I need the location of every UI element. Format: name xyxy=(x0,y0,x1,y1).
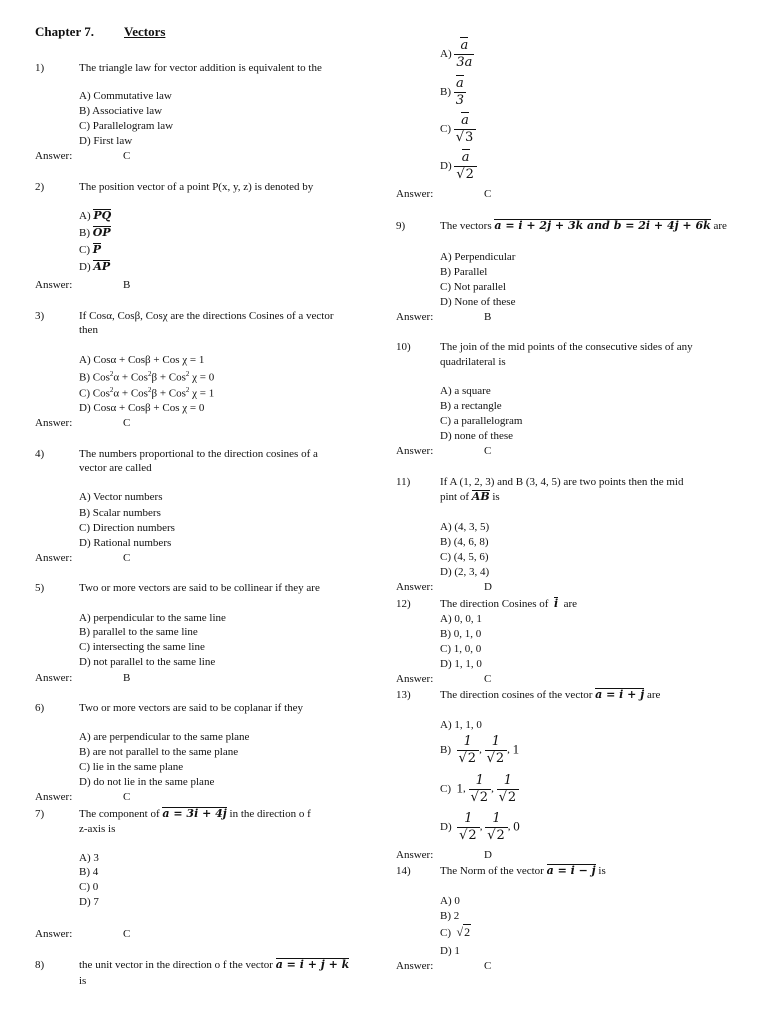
q14-option-c: C) √2 xyxy=(440,925,471,939)
q1-text: The triangle law for vector addition is equivalent to the xyxy=(79,62,322,74)
q6-option-a: A) are perpendicular to the same plane xyxy=(79,731,250,743)
q4-text-line1: The numbers proportional to the direction cosines of a xyxy=(79,448,318,460)
q11-option-b: B) (4, 6, 8) xyxy=(440,536,489,548)
q5-option-d: D) not parallel to the same line xyxy=(79,656,216,668)
q11-number: 11) xyxy=(396,476,411,488)
q5-number: 5) xyxy=(35,582,45,594)
q8-number: 8) xyxy=(35,959,45,971)
q5-answer-label: Answer: xyxy=(35,672,73,684)
q3-text-line1: If Cosα, Cosβ, Cosχ are the directions Cosines of a vector xyxy=(79,310,334,322)
q3-option-a: A) Cosα + Cosβ + Cos χ = 1 xyxy=(79,354,205,366)
q11-option-d: D) (2, 3, 4) xyxy=(440,566,490,578)
q2-text: The position vector of a point P(x, y, z) is denoted by xyxy=(79,181,314,193)
q10-option-a: A) a square xyxy=(440,385,491,397)
q14-answer-label: Answer: xyxy=(396,960,434,972)
q1-answer: C xyxy=(123,150,131,162)
q4-option-a: A) Vector numbers xyxy=(79,491,163,503)
chapter-title: Vectors xyxy=(124,24,166,39)
q7-option-d: D) 7 xyxy=(79,896,99,908)
q6-text: Two or more vectors are said to be coplanar if they xyxy=(79,702,304,714)
q11-text-line2: pint of AB is xyxy=(440,490,500,503)
q11-option-a: A) (4, 3, 5) xyxy=(440,521,490,533)
q6-number: 6) xyxy=(35,702,45,714)
q12-option-c: C) 1, 0, 0 xyxy=(440,643,482,655)
q12-option-d: D) 1, 1, 0 xyxy=(440,658,482,670)
q11-answer-label: Answer: xyxy=(396,581,434,593)
q4-number: 4) xyxy=(35,448,45,460)
q11-option-c: C) (4, 5, 6) xyxy=(440,551,489,563)
q7-option-b: B) 4 xyxy=(79,866,99,878)
q8-option-b: B) $\frac{a}{3}$ xyxy=(440,76,465,108)
q13-option-c: C) 1, $\frac{1}{√2}$ , $\frac{1}{√2}$ xyxy=(440,773,519,805)
q10-answer: C xyxy=(484,445,492,457)
q1-option-b: B) Associative law xyxy=(79,105,163,117)
chapter-number: Chapter 7. xyxy=(35,24,94,39)
q9-answer: B xyxy=(484,311,492,323)
q10-option-b: B) a rectangle xyxy=(440,400,502,412)
q7-answer-label: Answer: xyxy=(35,928,73,940)
q6-option-d: D) do not lie in the same plane xyxy=(79,776,215,788)
q3-option-d: D) Cosα + Cosβ + Cos χ = 0 xyxy=(79,402,205,414)
q7-option-c: C) 0 xyxy=(79,881,99,893)
q12-answer: C xyxy=(484,673,492,685)
q1-option-d: D) First law xyxy=(79,135,133,147)
q7-number: 7) xyxy=(35,808,45,820)
q5-text: Two or more vectors are said to be collinear if they are xyxy=(79,582,320,594)
q6-option-b: B) are not parallel to the same plane xyxy=(79,746,239,758)
q6-answer: C xyxy=(123,791,131,803)
q4-option-d: D) Rational numbers xyxy=(79,537,172,549)
q4-option-b: B) Scalar numbers xyxy=(79,507,161,519)
q10-option-d: D) none of these xyxy=(440,430,514,442)
q2-option-d: D) AP xyxy=(79,260,111,273)
q5-answer: B xyxy=(123,672,131,684)
q6-answer-label: Answer: xyxy=(35,791,73,803)
q9-option-a: A) Perpendicular xyxy=(440,251,516,263)
q12-answer-label: Answer: xyxy=(396,673,434,685)
q4-answer-label: Answer: xyxy=(35,552,73,564)
q13-option-b: B) $\frac{1}{√2}$ , $\frac{1}{√2}$ , 1 xyxy=(440,734,520,766)
q8-option-a: A) $\frac{a}{3a}$ xyxy=(440,38,473,70)
q8-option-c: C) $\frac{a}{√3}$ xyxy=(440,113,476,145)
q9-option-c: C) Not parallel xyxy=(440,281,506,293)
q13-number: 13) xyxy=(396,689,411,701)
q12-option-a: A) 0, 0, 1 xyxy=(440,613,482,625)
q1-option-a: A) Commutative law xyxy=(79,90,172,102)
q4-answer: C xyxy=(123,552,131,564)
q3-option-c: C) Cos$^2$α + Cos$^2$β + Cos$^2$ χ = 1 xyxy=(79,386,215,400)
q14-answer: C xyxy=(484,960,492,972)
q8-answer: C xyxy=(484,188,492,200)
q2-option-c: C) P xyxy=(79,243,102,256)
q2-option-b: B) OP xyxy=(79,226,111,239)
q12-number: 12) xyxy=(396,598,411,610)
q13-answer: D xyxy=(484,849,492,861)
q10-option-c: C) a parallelogram xyxy=(440,415,523,427)
q6-option-c: C) lie in the same plane xyxy=(79,761,184,773)
q10-number: 10) xyxy=(396,341,411,353)
q7-text-line2: z-axis is xyxy=(79,823,116,835)
q8-text-line2: is xyxy=(79,975,87,987)
q2-option-a: A) PQ xyxy=(79,209,112,222)
q8-text-line1: the unit vector in the direction o f the vector a = i + j + k xyxy=(79,958,350,971)
q13-option-d: D) $\frac{1}{√2}$ , $\frac{1}{√2}$ , 0 xyxy=(440,811,520,843)
q2-answer-label: Answer: xyxy=(35,279,73,291)
q7-text-line1: The component of a = 3i + 4j in the direction o f xyxy=(79,807,311,820)
q9-text: The vectors a = i + 2j + 3k and b = 2i + 4j + 6k are xyxy=(440,219,727,232)
q10-answer-label: Answer: xyxy=(396,445,434,457)
q2-number: 2) xyxy=(35,181,45,193)
q10-text-line1: The join of the mid points of the consecutive sides of any xyxy=(440,341,693,353)
q11-answer: D xyxy=(484,581,492,593)
q4-text-line2: vector are called xyxy=(79,462,152,474)
q3-option-b: B) Cos$^2$α + Cos$^2$β + Cos$^2$ χ = 0 xyxy=(79,370,215,384)
q8-option-d: D) $\frac{a}{√2}$ xyxy=(440,150,477,182)
q2-answer: B xyxy=(123,279,131,291)
q14-option-d: D) 1 xyxy=(440,945,460,957)
q9-answer-label: Answer: xyxy=(396,311,434,323)
q14-number: 14) xyxy=(396,865,411,877)
q10-text-line2: quadrilateral is xyxy=(440,356,506,368)
q9-number: 9) xyxy=(396,220,406,232)
q9-option-d: D) None of these xyxy=(440,296,516,308)
q1-option-c: C) Parallelogram law xyxy=(79,120,174,132)
q7-option-a: A) 3 xyxy=(79,852,99,864)
q14-option-b: B) 2 xyxy=(440,910,460,922)
q1-answer-label: Answer: xyxy=(35,150,73,162)
q3-answer: C xyxy=(123,417,131,429)
q13-text: The direction cosines of the vector a = i + j are xyxy=(440,688,661,701)
q8-answer-label: Answer: xyxy=(396,188,434,200)
q3-number: 3) xyxy=(35,310,45,322)
q13-option-a: A) 1, 1, 0 xyxy=(440,719,482,731)
q4-option-c: C) Direction numbers xyxy=(79,522,175,534)
q1-number: 1) xyxy=(35,62,45,74)
q5-option-c: C) intersecting the same line xyxy=(79,641,205,653)
q14-option-a: A) 0 xyxy=(440,895,460,907)
q13-answer-label: Answer: xyxy=(396,849,434,861)
q12-text: The direction Cosines of i are xyxy=(440,597,578,610)
q7-answer: C xyxy=(123,928,131,940)
q14-text: The Norm of the vector a = i − j is xyxy=(440,864,606,877)
q3-answer-label: Answer: xyxy=(35,417,73,429)
q5-option-a: A) perpendicular to the same line xyxy=(79,612,226,624)
q9-option-b: B) Parallel xyxy=(440,266,488,278)
q12-option-b: B) 0, 1, 0 xyxy=(440,628,482,640)
q5-option-b: B) parallel to the same line xyxy=(79,626,198,638)
q11-text-line1: If A (1, 2, 3) and B (3, 4, 5) are two points then the mid xyxy=(440,476,684,488)
q3-text-line2: then xyxy=(79,324,98,336)
